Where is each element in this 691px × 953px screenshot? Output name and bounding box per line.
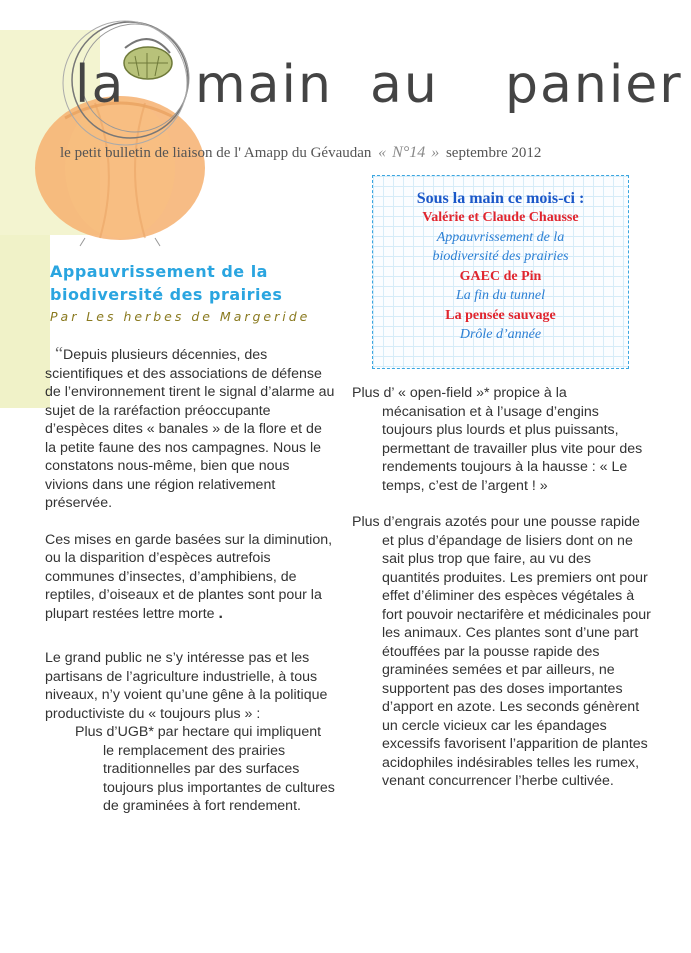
article-title-line: biodiversité des prairies (50, 285, 283, 304)
paragraph (45, 531, 335, 624)
contents-item: Appauvrissement de la (436, 229, 565, 245)
quote-open: « (378, 144, 387, 161)
issue-number: N°14 (392, 144, 426, 161)
contents-item: La pensée sauvage (445, 307, 556, 323)
masthead-title (0, 55, 691, 125)
contents-item: Drôle d’année (459, 327, 542, 342)
paragraph-text: Ces mises en garde basées sur la diminution, ou la disparition d’espèces autrefois communes d’insectes, d’amphibiens, de reptiles, d’oiseaux et de plantes sont pour la plupart restées lettre morte (45, 531, 333, 622)
title-word-panier: panier (505, 55, 683, 115)
pumpkin-basket-illustration (25, 8, 225, 248)
article-title-line: Appauvrissement de la (50, 262, 268, 281)
title-word-au: au (370, 55, 439, 115)
contents-item: Valérie et Claude Chausse (422, 210, 579, 225)
article-byline: Par Les herbes de Margeride (50, 309, 311, 324)
article-column-right (352, 384, 652, 791)
contents-item: biodiversité des prairies (432, 249, 569, 264)
article-title (50, 260, 350, 306)
contents-heading: Sous la main ce mois-ci : (416, 190, 585, 207)
title-word-la: la (75, 55, 126, 115)
title-word-main: main (195, 55, 333, 115)
masthead-subtitle (60, 144, 670, 162)
contents-box (372, 175, 629, 369)
list-item-paragraph: Plus d’ « open-field »* propice à la mécanisation et à l’usage d’engins toujours plus lourds et plus puissants, permettant de travailler plus vite pour des rendements toujours à la hausse : « Le temps, c’est de l’argent ! » (352, 385, 643, 494)
list-item-paragraph: Plus d’engrais azotés pour une pousse rapide et plus d’épandage de lisiers dont on ne sait plus trop que faire, au vu des quantités produites. Les premiers ont pour effet d’éliminer des espèces végétales à fort pouvoir nectarifère et médicinales pour les animaux. Ces plantes sont d’une part étouffées par la pousse rapide des graminées semées et par ailleurs, ne supportent pas des doses importantes d’apport en azote. Les seconds génèrent un cercle vicieux car les épandages excessifs favorisent l’apparition de plantes acidophiles indésirables telles les rumex, venant concurrencer l’herbe cultivée. (352, 514, 651, 789)
list-item-paragraph: Plus d’UGB* par hectare qui impliquent le remplacement des prairies traditionnelles par des surfaces toujours plus importantes de cultures de graminées à fort rendement. (75, 724, 335, 814)
issue-date: septembre 2012 (445, 145, 542, 161)
contents-item: La fin du tunnel (455, 288, 546, 303)
quote-close: » (431, 144, 440, 161)
article-column-left (45, 344, 335, 816)
subtitle-text: le petit bulletin de liaison de l' Amapp du Gévaudan (60, 145, 372, 161)
paragraph (45, 344, 335, 513)
contents-item: GAEC de Pin (459, 268, 542, 284)
paragraph-text: Depuis plusieurs décennies, des scientifiques et des associations de défense de l’environnement tirent le signal d’alarme au sujet de la raréfaction préoccupante d’espèces dites « banales » de la flore et de la petite faune des nos campagnes. Nous le constatons nous-même, bien que nous vivions dans une région relativement préservée. (45, 347, 335, 511)
paragraph: Le grand public ne s’y intéresse pas et les partisans de l’agriculture industrielle, à tous niveaux, n’y voient qu’une gêne à la politique productiviste du « toujours plus » : (45, 650, 328, 722)
open-quote-mark: “ (55, 343, 63, 363)
paragraph-end-mark: . (218, 604, 223, 622)
